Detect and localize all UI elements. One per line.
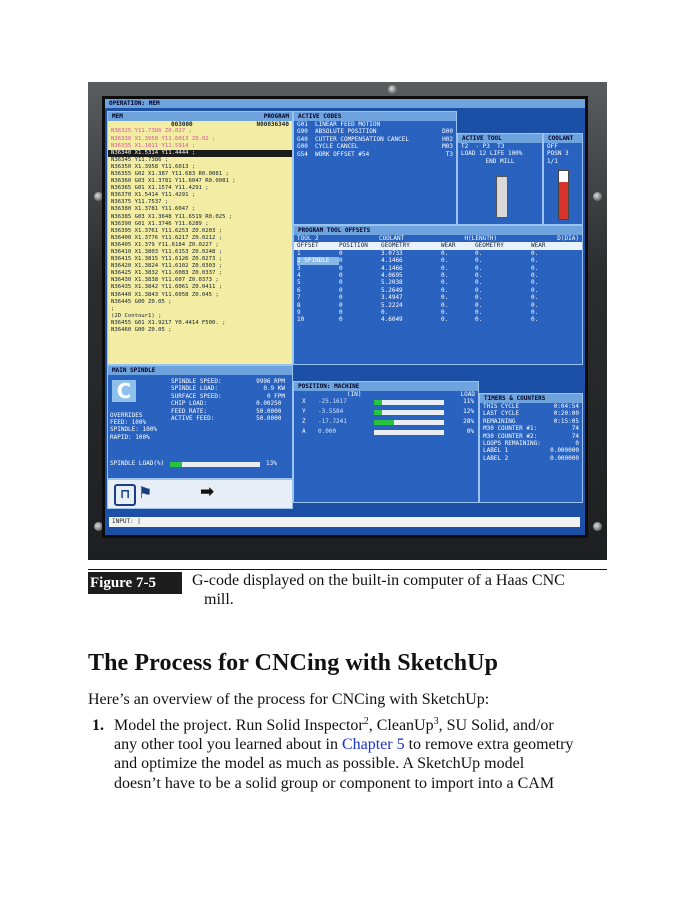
code: G54 WORK OFFSET #54 [297,150,370,158]
program-line[interactable]: N36340 X1.5314 Y11.4444 ; [108,150,292,157]
offset-cell: 0. [531,249,539,257]
timer-label: M30 COUNTER #1: [483,425,538,433]
offset-cell: 0. [441,301,449,309]
active-code-row [294,121,456,128]
spindle-stat-row [168,393,288,400]
program-line[interactable]: N36385 G03 X1.3648 Y11.6519 R0.025 ; [111,213,233,220]
stat-label: ACTIVE FEED: [171,415,215,423]
program-line[interactable]: N36325 Y11.7386 Z0.027 ; [111,128,192,135]
offset-cell: GEOMETRY [381,242,410,250]
program-header [108,112,292,121]
intro-paragraph: Here’s an overview of the process for CNCing with SketchUp: [88,691,490,708]
step-text: doesn’t have to be a solid group or component to import into a CAM [114,774,555,792]
timer-label: REMAINING [483,417,516,425]
step-text: , SU Solid, and/or [438,717,554,734]
main-spindle-panel [107,365,293,479]
stat-label: SPINDLE LOAD: [171,385,218,393]
coolant-bar: COOLANT [544,134,582,143]
input-field[interactable]: INPUT: | [109,517,580,527]
offset-cell: 4.1466 [381,257,403,265]
offset-cell: 9 [297,309,301,317]
offset-cell: 4.6049 [381,316,403,324]
coolant-gauge [558,170,569,220]
offset-cell: 0. [475,279,483,287]
program-id: N00036340 [256,121,289,128]
stat-value: 0 FPM [266,392,285,400]
program-line[interactable]: ; [111,305,115,312]
offset-cell: 3.4947 [381,294,403,302]
axis-load: 12% [463,408,474,416]
code: G40 CUTTER COMPENSATION CANCEL [297,135,409,143]
offset-cell: WEAR [531,242,546,250]
program-line[interactable]: N36345 Y11.7386 ; [111,156,169,163]
axis-value: 0.000 [318,428,337,436]
table-row[interactable] [294,302,582,309]
offset-cell: 0. [531,309,539,317]
timer-row [480,447,582,454]
offset-cell: 5.2224 [381,301,403,309]
axis-load: 11% [463,398,474,406]
program-line[interactable]: N36375 Y11.7537 ; [111,199,169,206]
offset-cell: 0. [475,264,483,272]
program-panel [107,111,293,365]
offset-cell: 0. [475,316,483,324]
figure-caption [192,571,612,609]
program-line[interactable]: N36430 X1.3838 Y11.607 Z0.0373 ; [111,277,219,284]
chapter-link[interactable]: Chapter 5 [341,736,405,754]
offsets-hlength: H(LENGTH) [464,235,498,242]
offset-cell: 10 [297,316,305,324]
tool-offsets-bar: PROGRAM TOOL OFFSETS [294,226,582,235]
offset-cell: 0 [339,294,343,302]
axis-load-bar [374,400,444,405]
spindle-load-bar [170,462,260,467]
timer-label: THIS CYCLE [483,403,520,410]
axis-label: X [302,398,306,406]
override-item: SPINDLE: 100% [110,426,157,434]
program-line[interactable]: (2D Contour1) ; [111,312,162,319]
axis-load-bar [374,420,444,425]
axis-row [294,428,478,438]
step-text: , CleanUp [368,717,434,734]
table-row[interactable] [294,316,582,323]
offset-cell: 0. [475,294,483,302]
program-line[interactable]: N36460 G00 Z0.05 ; [111,327,172,334]
timer-label: M30 COUNTER #2: [483,432,538,440]
timer-row [480,455,582,462]
offset-cell: 4 [297,272,301,280]
step-text: to remove extra geometry [404,736,574,754]
offsets-coolant: COOLANT [378,235,405,242]
timer-row [480,418,582,425]
offset-cell: 0. [531,294,539,302]
axis-load: 0% [466,428,474,436]
offset-cell: 2 SPINDLE [297,257,339,264]
spindle-c-icon: C [112,380,136,402]
offset-cell: 5.2649 [381,286,403,294]
code-right: H02 [442,135,453,143]
tool-load-line: LOAD 12 LIFE 100% [461,150,523,158]
timer-value: 0:15:05 [553,417,579,425]
offset-cell: 0. [441,286,449,294]
offset-cell: OFFSET [297,242,319,250]
offset-cell: 0. [531,316,539,324]
code-right: D00 [442,128,453,136]
offset-cell: 0. [475,257,483,265]
cnc-screen [102,96,588,538]
code: G00 CYCLE CANCEL [297,143,359,151]
offset-cell: 0. [475,286,483,294]
arrow-right-icon[interactable]: ➡ [200,482,215,502]
timers-bar: TIMERS & COUNTERS [480,394,582,403]
table-row[interactable] [294,272,582,279]
overrides-list [110,419,157,441]
list-item [92,716,622,793]
footnote-ref[interactable]: 2 [363,716,369,727]
program-line[interactable]: N36390 G01 X1.3746 Y11.6289 ; [111,220,209,227]
offset-cell: 8 [297,301,301,309]
program-line[interactable]: N36360 G03 X1.3781 Y11.6047 R0.0081 ; [111,178,236,185]
active-tool-panel [457,133,543,225]
offset-cell: 0. [441,279,449,287]
offset-cell: 6 [297,286,301,294]
position-units-row [294,391,478,398]
spindle-stat-row [168,378,288,385]
timer-value: 0:04:54 [553,403,579,410]
table-row[interactable] [294,265,582,272]
timer-value: 0 [575,440,579,448]
offset-cell: 0. [441,309,449,317]
stat-label: SURFACE SPEED: [171,392,222,400]
offset-cell: 0 [339,272,343,280]
spindle-stat-row [168,408,288,415]
program-line[interactable]: N36420 X1.3824 Y11.6102 Z0.0303 ; [111,263,223,270]
offsets-header [294,235,582,242]
offset-cell: 0. [475,249,483,257]
program-line[interactable]: N36445 G00 Z0.05 ; [111,298,172,305]
offset-cell: 0. [441,249,449,257]
load-header: LOAD [460,391,475,398]
program-line[interactable]: N36410 X1.3803 Y11.6153 Z0.0248 ; [111,249,223,255]
run-icon[interactable]: ⚑ [138,483,153,502]
timer-value: 0.000000 [550,454,579,462]
section-title: The Process for CNCing with SketchUp [88,650,499,676]
offset-cell: 0. [441,257,449,265]
code: G90 ABSOLUTE POSITION [297,128,377,136]
position-unit: (IN) [347,391,362,398]
axis-label: A [302,428,306,436]
timer-value: 74 [571,425,579,433]
program-line[interactable]: N36440 X1.3843 Y11.6058 Z0.045 ; [111,291,219,298]
caption-line-1: G-code displayed on the built-in computer of a Haas CNC [192,572,565,589]
offset-cell: 0. [531,279,539,287]
program-label: PROGRAM [263,113,289,120]
offset-cell: 0 [339,257,343,265]
table-row[interactable] [294,287,582,294]
screw-icon [593,192,602,201]
timer-row [480,440,582,447]
spindle-load-value: 13% [266,460,277,467]
timer-value: 0.000000 [550,447,579,455]
timer-value: 0:20:00 [553,410,579,418]
offset-cell: 3.0733 [381,249,403,257]
program-listing[interactable] [108,128,292,334]
program-number: 003000 [171,121,193,128]
code: G01 LINEAR FEED MOTION [297,121,381,128]
offset-cell: 0. [475,301,483,309]
offset-cell: 4.0695 [381,272,403,280]
axis-label: Y [302,408,306,416]
offset-cell: 0. [475,309,483,317]
coolant-value: 1/1 [547,157,558,165]
spindle-stat-row [168,400,288,407]
spindle-stats [168,378,288,422]
coolant-position: POSN 3 [547,150,569,158]
stat-label: FEED RATE: [171,407,208,415]
offsets-table[interactable] [294,242,582,323]
program-line[interactable]: N36355 G02 X1.387 Y11.683 R0.0081 ; [111,170,229,177]
offset-cell: 0. [441,272,449,280]
lock-icon[interactable]: ⊓ [114,484,136,506]
table-row[interactable] [294,294,582,301]
offset-cell: 5.2038 [381,279,403,287]
step-text: any other tool you learned about in [114,736,342,754]
tool-type: END MILL [485,157,515,165]
offset-cell: POSITION [339,242,368,250]
steps-list [92,716,622,793]
coolant-panel [543,133,583,225]
program-line[interactable]: N36415 X1.3815 Y11.6126 Z0.0273 ; [111,256,223,263]
offsets-dia: D(DIA) [557,235,579,242]
active-codes-panel [293,111,457,225]
offset-cell: 4.1466 [381,264,403,272]
offset-cell: 0. [441,264,449,272]
offsets-tool: TOOL 2 [297,235,319,242]
program-line[interactable]: N36350 X1.3958 Y11.6013 ; [111,163,196,170]
button-row [107,479,293,509]
overrides [110,412,157,441]
axis-value: -3.5584 [318,408,344,416]
tool-offsets-panel [293,225,583,365]
offset-cell: 0. [441,294,449,302]
stat-value: 9996 RPM [256,378,285,385]
offset-cell: 3 [297,264,301,272]
caption-line-2: mill. [204,591,234,608]
stat-value: 0.9 KW [263,385,285,393]
stat-value: 50.0000 [256,407,285,415]
screw-icon [593,522,602,531]
program-line[interactable]: N36400 X1.3776 Y11.6217 Z0.0212 ; [111,234,223,241]
offset-cell: 0 [339,264,343,272]
operation-bar: OPERATION: MEM [105,99,585,108]
axis-row [294,418,478,428]
offset-cell: 7 [297,294,301,302]
screw-icon [388,85,397,94]
offset-cell: 0 [339,286,343,294]
axis-row [294,398,478,408]
offset-cell: 0. [531,257,539,265]
axis-label: Z [302,418,306,426]
offset-cell: 0. [531,272,539,280]
timer-label: LAST CYCLE [483,410,520,418]
axis-load: 28% [463,418,474,426]
offset-cell: 0 [339,309,343,317]
program-line[interactable]: N36365 G01 X1.1574 Y11.4291 ; [111,185,209,192]
spindle-stat-row [168,415,288,422]
step-text: and optimize the model as much as possible. A SketchUp model [114,755,525,773]
stat-label: SPINDLE SPEED: [171,378,222,385]
program-line[interactable]: N36425 X1.3832 Y11.6083 Z0.0337 ; [111,270,223,277]
position-panel [293,381,479,503]
program-line[interactable]: N36435 X1.3842 Y11.6061 Z0.0411 ; [111,284,223,291]
program-line[interactable]: N36455 G01 X1.9217 Y0.4414 F500. ; [111,319,226,326]
list-number: 1. [92,717,104,734]
program-number-row [108,121,292,128]
offset-cell: 0. [381,309,389,317]
active-codes-bar: ACTIVE CODES [294,112,456,121]
figure-label: Figure 7-5 [88,572,182,594]
offset-cell: 5 [297,279,301,287]
spindle-stat-row [168,385,288,392]
offset-cell: 0. [475,272,483,280]
table-row[interactable] [294,309,582,316]
override-item: RAPID: 100% [110,433,150,441]
axis-load-bar [374,430,444,435]
code-right: T3 [445,150,453,158]
stat-label: CHIP LOAD: [171,400,208,408]
timers-panel [479,393,583,503]
offset-cell: 0. [531,286,539,294]
timer-row [480,425,582,432]
timer-row [480,433,582,440]
timer-label: LOOPS REMAINING: [483,440,541,448]
axis-load-bar [374,410,444,415]
program-line[interactable]: N36395 X1.3761 Y11.6253 Z0.0203 ; [111,227,223,234]
stat-value: 0.00250 [256,400,285,408]
timer-value: 74 [571,432,579,440]
active-code-row [294,151,456,158]
offset-cell: 1 [297,249,301,257]
program-line[interactable]: N36405 X1.379 Y11.6184 Z0.0227 ; [111,241,219,248]
override-item: FEED: 100% [110,419,147,426]
cnc-controller-photo [88,82,607,560]
axis-row [294,408,478,418]
offset-cell: 0 [339,279,343,287]
program-line[interactable]: N36370 X1.5414 Y11.4291 ; [111,192,196,199]
active-code-row [294,128,456,135]
timer-label: LABEL 1 [483,447,509,455]
program-line[interactable]: N36330 X1.3958 Y11.6013 Z0.02 ; [111,135,216,142]
coolant-level [559,182,568,219]
active-code-row [294,143,456,150]
active-code-row [294,136,456,143]
table-row[interactable] [294,250,582,257]
timer-row [480,410,582,417]
main-spindle-bar: MAIN SPINDLE [108,366,292,375]
offset-cell: 0 [339,301,343,309]
stat-value: 50.0000 [256,415,285,423]
tool-icon [496,176,508,218]
offset-cell: WEAR [441,242,456,250]
table-row[interactable] [294,257,582,264]
offset-cell: 0 [339,316,343,324]
axis-value: -25.1617 [318,398,347,406]
axis-readouts [294,398,478,438]
timers-list [480,403,582,462]
offset-cell: 0. [531,301,539,309]
footnote-ref[interactable]: 3 [433,716,439,727]
table-row[interactable] [294,279,582,286]
active-tool-bar: ACTIVE TOOL [458,134,542,143]
offset-cell: GEOMETRY [475,242,504,250]
step-text: Model the project. Run Solid Inspector [114,717,364,734]
offset-cell: 0. [531,264,539,272]
program-line[interactable]: N36380 X1.3781 Y11.6047 ; [111,206,196,213]
coolant-status: OFF [547,143,558,150]
active-codes-list [294,121,456,158]
offset-cell: 0. [441,316,449,324]
program-line[interactable]: N36335 X1.1811 Y11.5914 ; [111,142,196,149]
axis-value: -17.7241 [318,418,347,426]
timer-label: LABEL 2 [483,454,509,462]
spindle-load-label: SPINDLE LOAD(%) [110,460,165,467]
timer-row [480,403,582,410]
active-tool-line: T2 - P3 T3 [461,143,505,150]
mem-label: MEM [112,113,123,120]
offsets-column-headers [294,242,582,249]
position-bar: POSITION: MACHINE [294,382,478,391]
overrides-title: OVERRIDES [110,412,143,419]
code-right: M03 [442,143,453,151]
offset-cell: 0 [339,249,343,257]
